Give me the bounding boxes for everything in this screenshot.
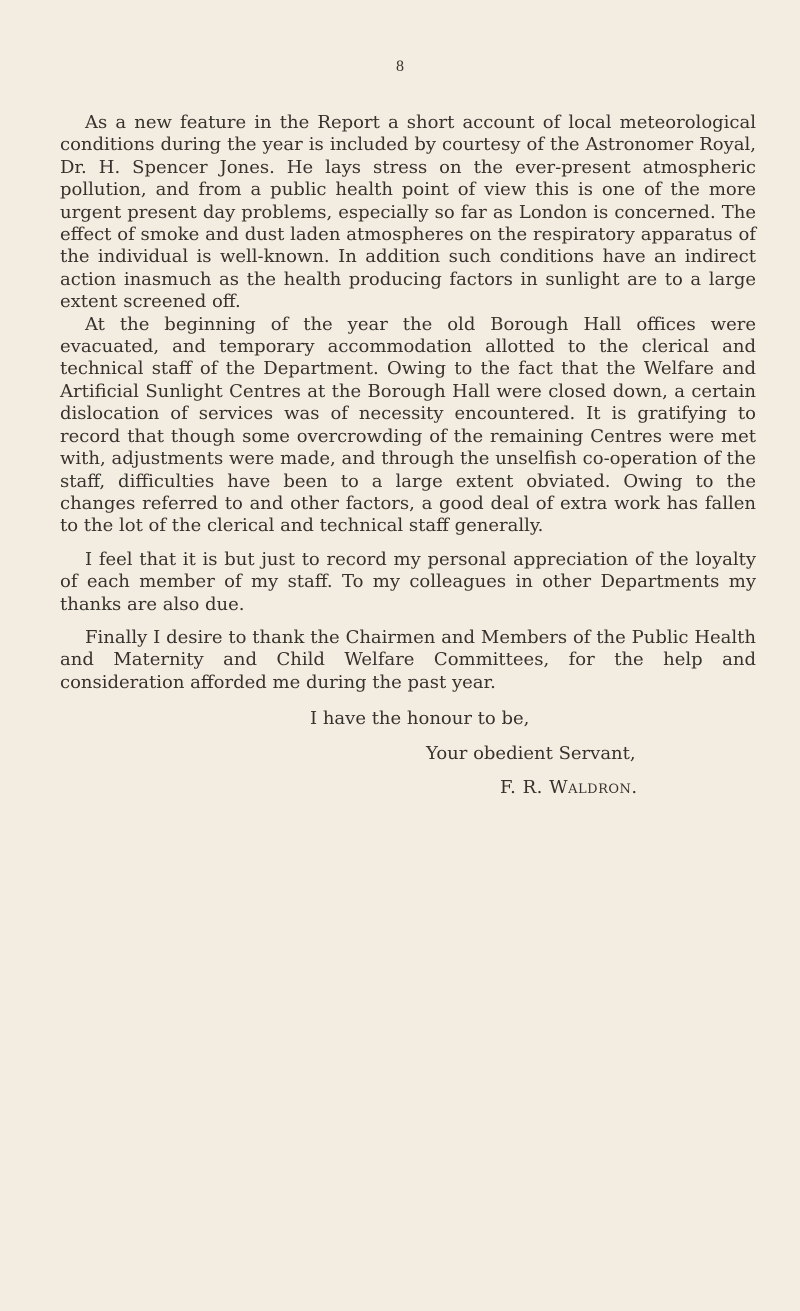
paragraph-staff-appreciation: I feel that it is but just to record my personal appreciation of the loyalty of each member of my staff. To my colleagues in other Departments my thanks are also due. — [60, 548, 756, 615]
paragraph-meteorology: As a new feature in the Report a short account of local meteorological conditions during the year is included by courtesy of the Astronomer Royal, Dr. H. Spencer Jones. He lays stress on the ever-present atmospheric pollution, and from a public health point of view this is one of the more urgent present day problems, especially so far as London is concerned. The effect of smoke and dust laden atmospheres on the respiratory apparatus of the individual is well-known. In addition such conditions have an indirect action inasmuch as the health producing factors in sunlight are to a large extent screened off. — [60, 112, 756, 313]
closing-servant-line: Your obedient Servant, — [426, 742, 636, 764]
page-number: 8 — [396, 58, 404, 75]
letter-body — [60, 112, 756, 799]
paragraph-committee-thanks: Finally I desire to thank the Chairmen and Members of the Public Health and Maternity and Child Welfare Committees, for the help and consideration afforded me during the past year. — [60, 626, 756, 693]
paragraph-accommodation: At the beginning of the year the old Borough Hall offices were evacuated, and temporary accommodation allotted to the clerical and technical staff of the Department. Owing to the fact that the Welfare and Artificial Sunlight Centres at the Borough Hall were closed down, a certain dislocation of services was of necessity encountered. It is gratifying to record that though some overcrowding of the remaining Centres were met with, adjustments were made, and through the unselfish co-operation of the staff, difficulties have been to a large extent obviated. Owing to the changes referred to and other factors, a good deal of extra work has fallen to the lot of the clerical and technical staff generally. — [60, 313, 756, 537]
closing-honour-line: I have the honour to be, — [310, 708, 530, 730]
signature: F. R. Waldron. — [500, 776, 638, 798]
